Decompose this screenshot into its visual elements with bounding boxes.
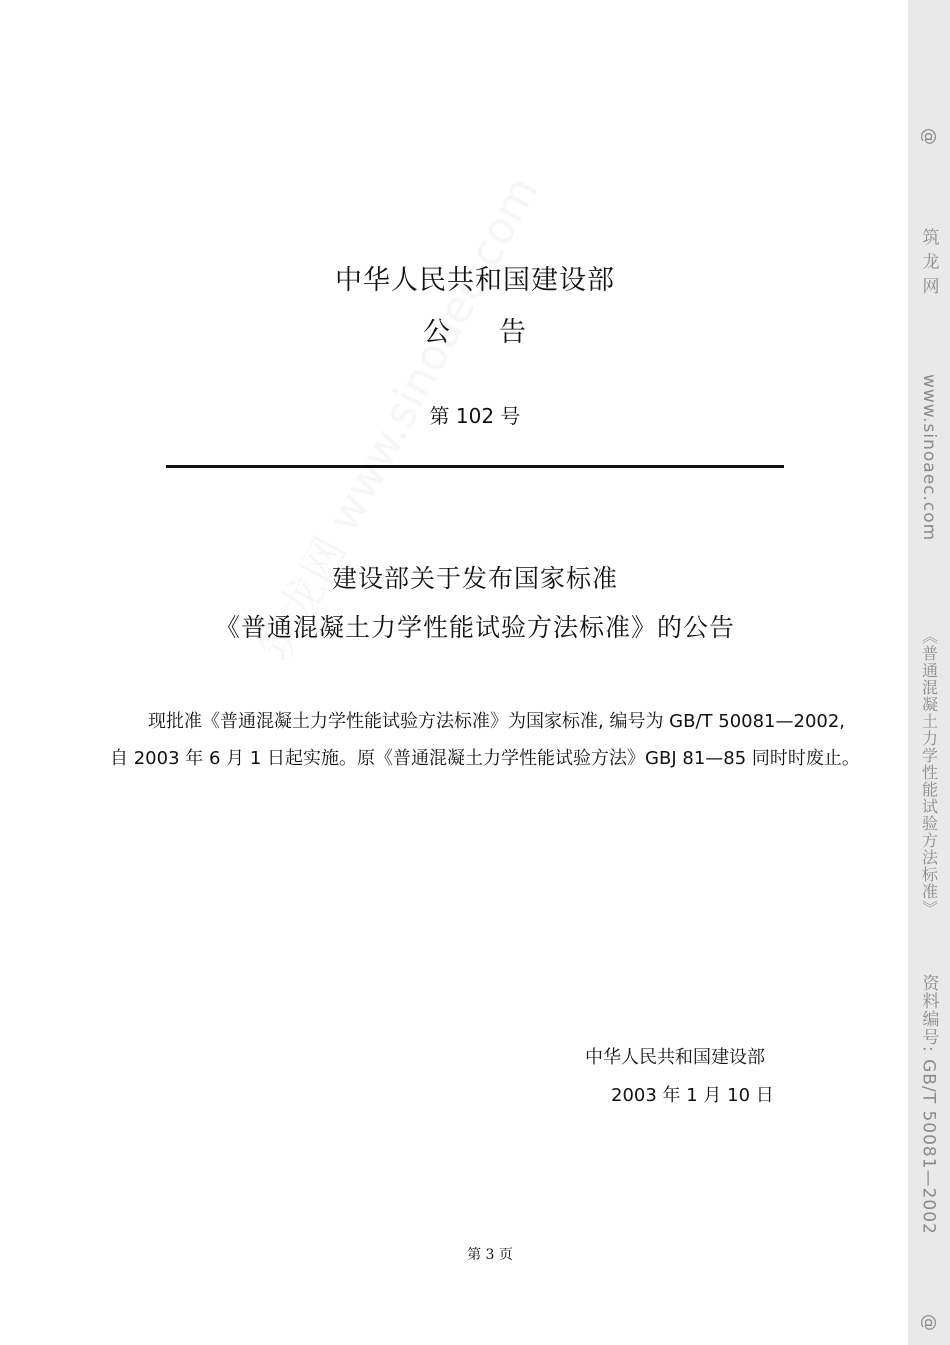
horizontal-rule [166,465,784,468]
body-paragraph-line-2: 自 2003 年 6 月 1 日起实施。原《普通混凝土力学性能试验方法》GBJ 81—85 同时时废止。 [110,748,860,769]
announcement-title [0,310,950,349]
announcement-char-2: 告 [499,317,527,348]
announcement-char-1: 公 [423,317,451,348]
at-symbol-top: @ [919,128,939,146]
at-symbol-bottom: @ [919,1314,939,1332]
document-code-label: 资料编号: GB/T 50081—2002 [918,974,939,1235]
site-name: 筑 龙 网 [918,228,939,295]
issue-date: 2003 年 1 月 10 日 [611,1085,774,1106]
issuer-signature: 中华人民共和国建设部 [585,1047,765,1068]
standard-title: 《普通混凝土力学性能试验方法标准》 [919,628,939,917]
site-url: www.sinoaec.com [919,374,939,542]
ministry-title: 中华人民共和国建设部 [335,265,615,296]
heading-line-2: 《普通混凝土力学性能试验方法标准》的公告 [214,613,735,642]
body-paragraph-line-1: 现批准《普通混凝土力学性能试验方法标准》为国家标准, 编号为 GB/T 50081—2002, [148,711,846,732]
sidebar-watermark-strip [908,0,950,1345]
page-number: 第 3 页 [467,1247,513,1263]
document-number: 第 102 号 [429,404,521,428]
heading-line-1: 建设部关于发布国家标准 [331,564,618,593]
